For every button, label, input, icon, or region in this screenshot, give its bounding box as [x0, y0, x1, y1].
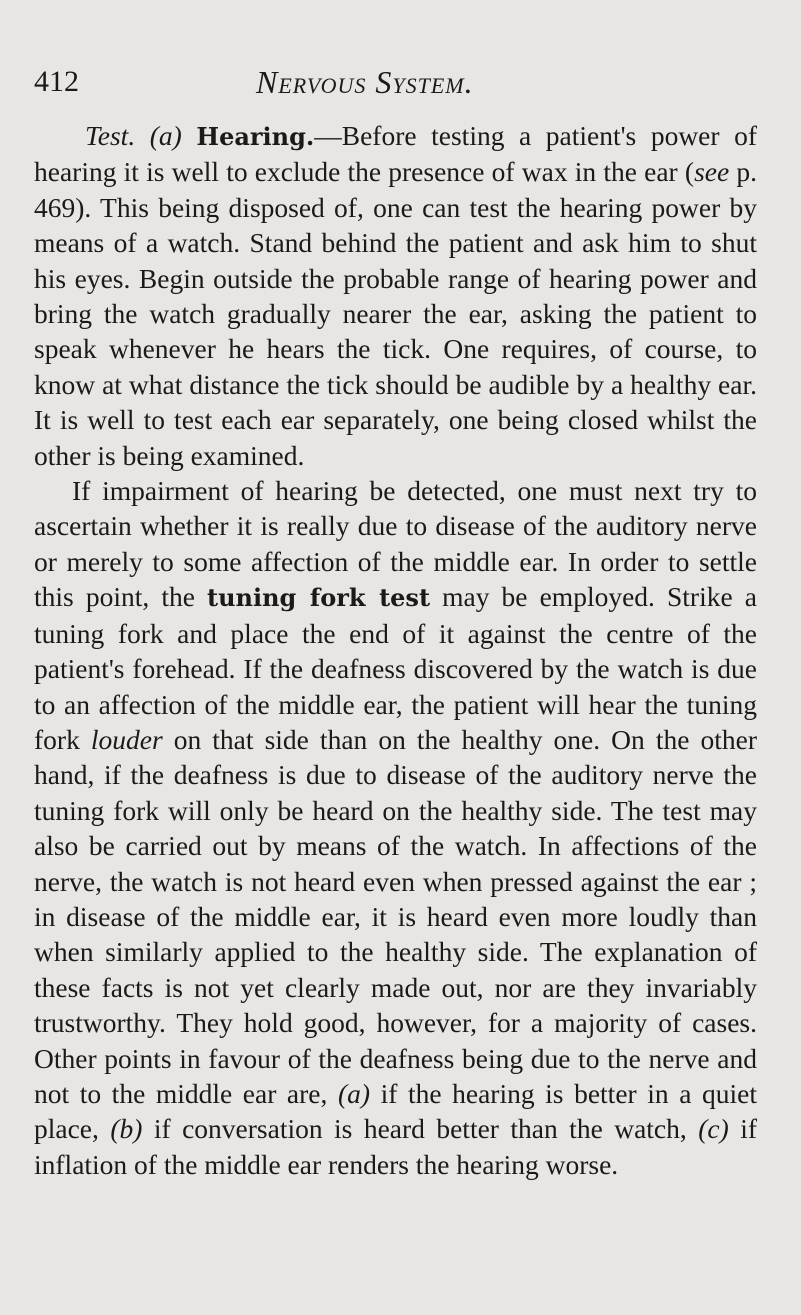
marker-a: (a): [149, 120, 182, 151]
paragraph1-text-1: —Before testing a patient's power of hearing it is well to exclude the presence of wax in the ear (: [34, 120, 758, 188]
paragraph2-text-5: if conversation is heard better than the watch,: [142, 1113, 699, 1145]
marker-c: (c): [698, 1113, 729, 1145]
marker-a-2: (a): [337, 1077, 371, 1109]
paragraph1-text-2: p. 469). This being disposed of, one can test the hearing power by means of a watch. Stand behind the patient and ask him to shut his eyes. Begin outside the probable range of hearing power and bring the watch gradually nearer the ear, asking the patient to speak whenever he hears the tick. One requires, of course, to know at what distance the tick should be audible by a healthy ear. It is well to test each ear separately, one being closed whilst the other is being examined.: [34, 156, 758, 471]
paragraph-hearing-test: [34, 118, 757, 473]
paragraph2-text-2: may be employed. Strike a tuning fork and place the end of it against the centre of the patient's forehead. If the deafness discovered by the watch is due to an affection of the middle ear, the patient will hear the tuning fork: [34, 581, 757, 755]
body-text: [34, 118, 757, 1182]
term-hearing: Hearing.: [196, 122, 315, 151]
see-reference: see: [694, 156, 730, 188]
paragraph2-text-1: If impairment of hearing be detected, one must next try to ascertain whether it is really due to disease of the auditory nerve or merely to some affection of the middle ear. In order to settle this point, the: [34, 475, 757, 613]
term-tuning-fork-test: tuning fork test: [207, 583, 431, 613]
paragraph-tuning-fork: [34, 473, 757, 1182]
running-head: Nervous System.: [256, 64, 474, 100]
page-header: [34, 62, 634, 102]
paragraph2-text-3: on that side than on the healthy one. On the other hand, if the deafness is due to disease of the auditory nerve the tuning fork will only be heard on the healthy side. The test may also be carried out by means of the watch. In affections of the nerve, the watch is not heard even when pressed against the ear ; in disease of the middle ear, it is heard even more loudly than when similarly applied to the healthy side. The explanation of these facts is not yet clearly made out, nor are they invariably trustworthy. They hold good, however, for a majority of cases. Other points in favour of the deafness being due to the nerve and not to the middle ear are,: [34, 723, 757, 1109]
page-number: 412: [34, 65, 79, 98]
paragraph2-text-4: if the hearing is better in a quiet place,: [34, 1077, 757, 1145]
paragraph2-text-6: if inflation of the middle ear renders the hearing worse.: [34, 1113, 757, 1180]
marker-b: (b): [110, 1113, 143, 1145]
louder-emphasis: louder: [90, 723, 163, 755]
test-label: Test.: [85, 120, 136, 151]
